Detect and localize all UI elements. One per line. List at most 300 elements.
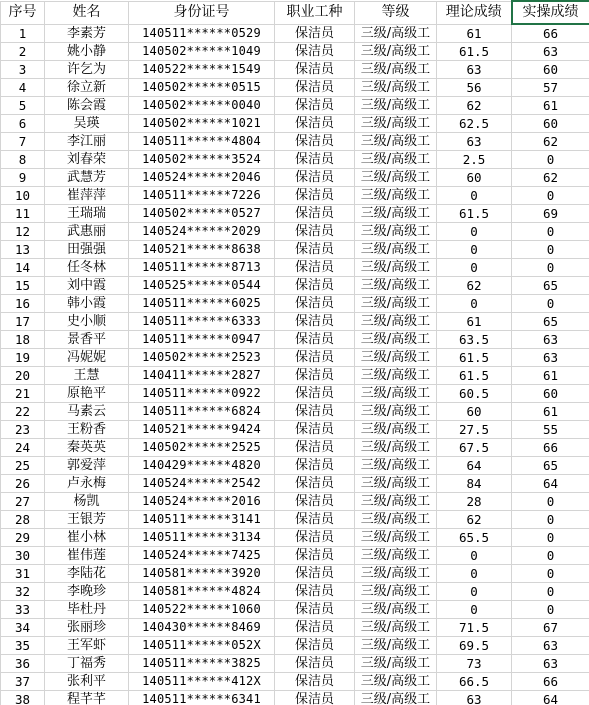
cell-practical-score[interactable]: 60 (512, 61, 589, 79)
cell-id-number[interactable]: 140502******1049 (129, 43, 275, 61)
cell-seq[interactable]: 10 (1, 187, 45, 205)
table-row (1, 115, 589, 133)
cell-theory-score[interactable]: 62.5 (437, 115, 512, 133)
cell-level[interactable]: 三级/高级工 (355, 295, 437, 313)
cell-occupation[interactable]: 保洁员 (275, 115, 355, 133)
table-row (1, 547, 589, 565)
table-row (1, 601, 589, 619)
cell-name[interactable]: 王慧 (45, 367, 129, 385)
cell-seq[interactable]: 36 (1, 655, 45, 673)
cell-seq[interactable]: 8 (1, 151, 45, 169)
cell-seq[interactable]: 13 (1, 241, 45, 259)
cell-practical-score[interactable]: 62 (512, 133, 589, 151)
cell-id-number[interactable]: 140524******2046 (129, 169, 275, 187)
cell-id-number[interactable]: 140502******0040 (129, 97, 275, 115)
cell-practical-score[interactable]: 65 (512, 313, 589, 331)
cell-occupation[interactable]: 保洁员 (275, 277, 355, 295)
cell-level[interactable]: 三级/高级工 (355, 547, 437, 565)
cell-practical-score[interactable]: 65 (512, 457, 589, 475)
cell-practical-score[interactable]: 0 (512, 493, 589, 511)
table-row (1, 205, 589, 223)
cell-seq[interactable]: 30 (1, 547, 45, 565)
table-row (1, 331, 589, 349)
cell-name[interactable]: 李素芳 (45, 24, 129, 43)
cell-level[interactable]: 三级/高级工 (355, 24, 437, 43)
cell-theory-score[interactable]: 61.5 (437, 367, 512, 385)
cell-name[interactable]: 刘春荣 (45, 151, 129, 169)
cell-id-number[interactable]: 140502******3524 (129, 151, 275, 169)
cell-theory-score[interactable]: 84 (437, 475, 512, 493)
cell-practical-score[interactable]: 64 (512, 475, 589, 493)
cell-theory-score[interactable]: 27.5 (437, 421, 512, 439)
cell-seq[interactable]: 38 (1, 691, 45, 705)
cell-practical-score[interactable]: 63 (512, 349, 589, 367)
cell-theory-score[interactable]: 0 (437, 565, 512, 583)
cell-occupation[interactable]: 保洁员 (275, 259, 355, 277)
cell-practical-score[interactable]: 60 (512, 385, 589, 403)
cell-id-number[interactable]: 140511******412X (129, 673, 275, 691)
cell-level[interactable]: 三级/高级工 (355, 673, 437, 691)
cell-seq[interactable]: 22 (1, 403, 45, 421)
cell-theory-score[interactable]: 61.5 (437, 349, 512, 367)
cell-theory-score[interactable]: 64 (437, 457, 512, 475)
cell-occupation[interactable]: 保洁员 (275, 475, 355, 493)
cell-occupation[interactable]: 保洁员 (275, 205, 355, 223)
cell-level[interactable]: 三级/高级工 (355, 151, 437, 169)
table-row (1, 655, 589, 673)
cell-theory-score[interactable]: 63 (437, 691, 512, 705)
cell-practical-score[interactable]: 63 (512, 331, 589, 349)
cell-name[interactable]: 郭爱萍 (45, 457, 129, 475)
header-seq[interactable]: 序号 (1, 1, 45, 24)
cell-seq[interactable]: 17 (1, 313, 45, 331)
cell-practical-score[interactable]: 66 (512, 439, 589, 457)
cell-level[interactable]: 三级/高级工 (355, 169, 437, 187)
cell-id-number[interactable]: 140511******052X (129, 637, 275, 655)
cell-name[interactable]: 李晚珍 (45, 583, 129, 601)
cell-practical-score[interactable]: 64 (512, 691, 589, 705)
cell-id-number[interactable]: 140511******0947 (129, 331, 275, 349)
cell-occupation[interactable]: 保洁员 (275, 61, 355, 79)
cell-id-number[interactable]: 140521******9424 (129, 421, 275, 439)
cell-id-number[interactable]: 140511******0922 (129, 385, 275, 403)
cell-level[interactable]: 三级/高级工 (355, 205, 437, 223)
cell-seq[interactable]: 14 (1, 259, 45, 277)
cell-seq[interactable]: 9 (1, 169, 45, 187)
cell-name[interactable]: 原艳平 (45, 385, 129, 403)
table-row (1, 223, 589, 241)
cell-seq[interactable]: 20 (1, 367, 45, 385)
cell-level[interactable]: 三级/高级工 (355, 61, 437, 79)
cell-name[interactable]: 武慧芳 (45, 169, 129, 187)
cell-seq[interactable]: 33 (1, 601, 45, 619)
cell-level[interactable]: 三级/高级工 (355, 691, 437, 705)
cell-seq[interactable]: 19 (1, 349, 45, 367)
cell-occupation[interactable]: 保洁员 (275, 97, 355, 115)
cell-theory-score[interactable]: 62 (437, 277, 512, 295)
cell-level[interactable]: 三级/高级工 (355, 331, 437, 349)
cell-seq[interactable]: 7 (1, 133, 45, 151)
cell-seq[interactable]: 27 (1, 493, 45, 511)
cell-practical-score[interactable]: 0 (512, 601, 589, 619)
cell-occupation[interactable]: 保洁员 (275, 313, 355, 331)
cell-theory-score[interactable]: 2.5 (437, 151, 512, 169)
cell-level[interactable]: 三级/高级工 (355, 115, 437, 133)
cell-theory-score[interactable]: 0 (437, 583, 512, 601)
table-row (1, 403, 589, 421)
cell-name[interactable]: 刘中霞 (45, 277, 129, 295)
cell-practical-score[interactable]: 0 (512, 529, 589, 547)
table-row (1, 385, 589, 403)
header-practical-score[interactable]: 实操成绩 (512, 1, 589, 24)
cell-id-number[interactable]: 140511******6333 (129, 313, 275, 331)
cell-theory-score[interactable]: 65.5 (437, 529, 512, 547)
cell-level[interactable]: 三级/高级工 (355, 133, 437, 151)
cell-id-number[interactable]: 140511******6025 (129, 295, 275, 313)
cell-occupation[interactable]: 保洁员 (275, 151, 355, 169)
cell-id-number[interactable]: 140522******1549 (129, 61, 275, 79)
cell-level[interactable]: 三级/高级工 (355, 187, 437, 205)
cell-id-number[interactable]: 140522******1060 (129, 601, 275, 619)
cell-occupation[interactable]: 保洁员 (275, 349, 355, 367)
cell-name[interactable]: 史小顺 (45, 313, 129, 331)
cell-name[interactable]: 任冬林 (45, 259, 129, 277)
cell-practical-score[interactable]: 61 (512, 367, 589, 385)
cell-practical-score[interactable]: 66 (512, 24, 589, 43)
cell-name[interactable]: 张丽珍 (45, 619, 129, 637)
cell-level[interactable]: 三级/高级工 (355, 385, 437, 403)
header-level[interactable]: 等级 (355, 1, 437, 24)
cell-practical-score[interactable]: 0 (512, 583, 589, 601)
cell-name[interactable]: 姚小静 (45, 43, 129, 61)
cell-name[interactable]: 杨凯 (45, 493, 129, 511)
cell-level[interactable]: 三级/高级工 (355, 43, 437, 61)
table-row (1, 367, 589, 385)
table-row (1, 457, 589, 475)
table-row (1, 673, 589, 691)
cell-id-number[interactable]: 140511******4804 (129, 133, 275, 151)
cell-occupation[interactable]: 保洁员 (275, 385, 355, 403)
cell-name[interactable]: 秦英英 (45, 439, 129, 457)
cell-level[interactable]: 三级/高级工 (355, 277, 437, 295)
cell-seq[interactable]: 3 (1, 61, 45, 79)
table-row (1, 349, 589, 367)
cell-level[interactable]: 三级/高级工 (355, 223, 437, 241)
cell-name[interactable]: 马素云 (45, 403, 129, 421)
cell-id-number[interactable]: 140502******2525 (129, 439, 275, 457)
cell-theory-score[interactable]: 28 (437, 493, 512, 511)
cell-id-number[interactable]: 140524******7425 (129, 547, 275, 565)
cell-level[interactable]: 三级/高级工 (355, 259, 437, 277)
cell-seq[interactable]: 29 (1, 529, 45, 547)
cell-name[interactable]: 王瑞瑞 (45, 205, 129, 223)
cell-practical-score[interactable]: 0 (512, 241, 589, 259)
cell-seq[interactable]: 18 (1, 331, 45, 349)
cell-practical-score[interactable]: 69 (512, 205, 589, 223)
cell-name[interactable]: 王军虾 (45, 637, 129, 655)
cell-practical-score[interactable]: 55 (512, 421, 589, 439)
cell-level[interactable]: 三级/高级工 (355, 457, 437, 475)
cell-name[interactable]: 崔小林 (45, 529, 129, 547)
cell-level[interactable]: 三级/高级工 (355, 529, 437, 547)
cell-theory-score[interactable]: 0 (437, 259, 512, 277)
cell-theory-score[interactable]: 73 (437, 655, 512, 673)
cell-occupation[interactable]: 保洁员 (275, 439, 355, 457)
cell-theory-score[interactable]: 0 (437, 547, 512, 565)
cell-occupation[interactable]: 保洁员 (275, 493, 355, 511)
cell-practical-score[interactable]: 57 (512, 79, 589, 97)
cell-id-number[interactable]: 140502******2523 (129, 349, 275, 367)
header-name[interactable]: 姓名 (45, 1, 129, 24)
cell-seq[interactable]: 28 (1, 511, 45, 529)
cell-seq[interactable]: 4 (1, 79, 45, 97)
cell-occupation[interactable]: 保洁员 (275, 331, 355, 349)
cell-level[interactable]: 三级/高级工 (355, 475, 437, 493)
cell-name[interactable]: 李江丽 (45, 133, 129, 151)
cell-practical-score[interactable]: 0 (512, 259, 589, 277)
cell-level[interactable]: 三级/高级工 (355, 79, 437, 97)
cell-seq[interactable]: 23 (1, 421, 45, 439)
table-row (1, 565, 589, 583)
cell-level[interactable]: 三级/高级工 (355, 313, 437, 331)
cell-occupation[interactable]: 保洁员 (275, 43, 355, 61)
cell-seq[interactable]: 34 (1, 619, 45, 637)
cell-level[interactable]: 三级/高级工 (355, 601, 437, 619)
cell-practical-score[interactable]: 61 (512, 97, 589, 115)
cell-name[interactable]: 毕杜丹 (45, 601, 129, 619)
cell-occupation[interactable]: 保洁员 (275, 169, 355, 187)
cell-practical-score[interactable]: 62 (512, 169, 589, 187)
cell-id-number[interactable]: 140511******8713 (129, 259, 275, 277)
cell-theory-score[interactable]: 66.5 (437, 673, 512, 691)
cell-level[interactable]: 三级/高级工 (355, 349, 437, 367)
cell-id-number[interactable]: 140524******2016 (129, 493, 275, 511)
cell-id-number[interactable]: 140581******3920 (129, 565, 275, 583)
cell-seq[interactable]: 16 (1, 295, 45, 313)
cell-seq[interactable]: 11 (1, 205, 45, 223)
table-row (1, 97, 589, 115)
cell-practical-score[interactable]: 63 (512, 655, 589, 673)
cell-seq[interactable]: 21 (1, 385, 45, 403)
cell-level[interactable]: 三级/高级工 (355, 493, 437, 511)
cell-theory-score[interactable]: 67.5 (437, 439, 512, 457)
cell-practical-score[interactable]: 0 (512, 151, 589, 169)
cell-practical-score[interactable]: 0 (512, 223, 589, 241)
cell-occupation[interactable]: 保洁员 (275, 241, 355, 259)
cell-name[interactable]: 冯妮妮 (45, 349, 129, 367)
cell-id-number[interactable]: 140511******0529 (129, 24, 275, 43)
cell-occupation[interactable]: 保洁员 (275, 403, 355, 421)
table-row (1, 133, 589, 151)
cell-seq[interactable]: 5 (1, 97, 45, 115)
cell-id-number[interactable]: 140521******8638 (129, 241, 275, 259)
cell-practical-score[interactable]: 0 (512, 511, 589, 529)
table-body (1, 24, 589, 705)
table-row (1, 529, 589, 547)
cell-practical-score[interactable]: 67 (512, 619, 589, 637)
cell-id-number[interactable]: 140511******6824 (129, 403, 275, 421)
cell-theory-score[interactable]: 71.5 (437, 619, 512, 637)
cell-theory-score[interactable]: 0 (437, 241, 512, 259)
cell-theory-score[interactable]: 69.5 (437, 637, 512, 655)
cell-occupation[interactable]: 保洁员 (275, 133, 355, 151)
cell-level[interactable]: 三级/高级工 (355, 421, 437, 439)
cell-id-number[interactable]: 140502******0527 (129, 205, 275, 223)
cell-occupation[interactable]: 保洁员 (275, 547, 355, 565)
cell-practical-score[interactable]: 60 (512, 115, 589, 133)
cell-theory-score[interactable]: 60 (437, 403, 512, 421)
cell-practical-score[interactable]: 65 (512, 277, 589, 295)
cell-id-number[interactable]: 140511******6341 (129, 691, 275, 705)
cell-practical-score[interactable]: 0 (512, 187, 589, 205)
cell-occupation[interactable]: 保洁员 (275, 673, 355, 691)
cell-name[interactable]: 崔萍萍 (45, 187, 129, 205)
cell-seq[interactable]: 25 (1, 457, 45, 475)
cell-name[interactable]: 王粉香 (45, 421, 129, 439)
cell-level[interactable]: 三级/高级工 (355, 511, 437, 529)
cell-theory-score[interactable]: 0 (437, 187, 512, 205)
table-row (1, 421, 589, 439)
cell-id-number[interactable]: 140502******1021 (129, 115, 275, 133)
header-theory-score[interactable]: 理论成绩 (437, 1, 512, 24)
cell-theory-score[interactable]: 62 (437, 97, 512, 115)
cell-occupation[interactable]: 保洁员 (275, 601, 355, 619)
cell-seq[interactable]: 15 (1, 277, 45, 295)
cell-occupation[interactable]: 保洁员 (275, 637, 355, 655)
cell-id-number[interactable]: 140581******4824 (129, 583, 275, 601)
cell-theory-score[interactable]: 61 (437, 24, 512, 43)
cell-theory-score[interactable]: 61.5 (437, 43, 512, 61)
cell-occupation[interactable]: 保洁员 (275, 691, 355, 705)
cell-id-number[interactable]: 140430******8469 (129, 619, 275, 637)
cell-name[interactable]: 许乞为 (45, 61, 129, 79)
cell-theory-score[interactable]: 63 (437, 61, 512, 79)
cell-name[interactable]: 崔伟莲 (45, 547, 129, 565)
cell-practical-score[interactable]: 0 (512, 565, 589, 583)
cell-level[interactable]: 三级/高级工 (355, 619, 437, 637)
cell-occupation[interactable]: 保洁员 (275, 583, 355, 601)
cell-theory-score[interactable]: 60.5 (437, 385, 512, 403)
cell-occupation[interactable]: 保洁员 (275, 24, 355, 43)
cell-practical-score[interactable]: 0 (512, 295, 589, 313)
cell-seq[interactable]: 12 (1, 223, 45, 241)
cell-seq[interactable]: 6 (1, 115, 45, 133)
cell-practical-score[interactable]: 61 (512, 403, 589, 421)
cell-name[interactable]: 武惠丽 (45, 223, 129, 241)
cell-occupation[interactable]: 保洁员 (275, 367, 355, 385)
cell-level[interactable]: 三级/高级工 (355, 655, 437, 673)
cell-occupation[interactable]: 保洁员 (275, 619, 355, 637)
cell-name[interactable]: 张利平 (45, 673, 129, 691)
cell-name[interactable]: 王银芳 (45, 511, 129, 529)
cell-theory-score[interactable]: 56 (437, 79, 512, 97)
table-row (1, 187, 589, 205)
cell-id-number[interactable]: 140411******2827 (129, 367, 275, 385)
cell-theory-score[interactable]: 0 (437, 295, 512, 313)
table-row (1, 295, 589, 313)
cell-occupation[interactable]: 保洁员 (275, 295, 355, 313)
cell-name[interactable]: 田强强 (45, 241, 129, 259)
cell-practical-score[interactable]: 0 (512, 547, 589, 565)
cell-occupation[interactable]: 保洁员 (275, 223, 355, 241)
cell-name[interactable]: 景香平 (45, 331, 129, 349)
cell-theory-score[interactable]: 61.5 (437, 205, 512, 223)
cell-id-number[interactable]: 140525******0544 (129, 277, 275, 295)
cell-occupation[interactable]: 保洁员 (275, 511, 355, 529)
table-row (1, 79, 589, 97)
cell-seq[interactable]: 26 (1, 475, 45, 493)
cell-theory-score[interactable]: 62 (437, 511, 512, 529)
cell-id-number[interactable]: 140524******2029 (129, 223, 275, 241)
cell-occupation[interactable]: 保洁员 (275, 421, 355, 439)
cell-theory-score[interactable]: 0 (437, 223, 512, 241)
cell-name[interactable]: 李陆花 (45, 565, 129, 583)
cell-level[interactable]: 三级/高级工 (355, 403, 437, 421)
cell-id-number[interactable]: 140511******3825 (129, 655, 275, 673)
cell-seq[interactable]: 37 (1, 673, 45, 691)
cell-occupation[interactable]: 保洁员 (275, 79, 355, 97)
header-row (1, 1, 589, 24)
cell-theory-score[interactable]: 61 (437, 313, 512, 331)
cell-practical-score[interactable]: 63 (512, 637, 589, 655)
table-row (1, 619, 589, 637)
cell-name[interactable]: 卢永梅 (45, 475, 129, 493)
cell-seq[interactable]: 24 (1, 439, 45, 457)
cell-seq[interactable]: 31 (1, 565, 45, 583)
cell-level[interactable]: 三级/高级工 (355, 565, 437, 583)
cell-id-number[interactable]: 140511******3141 (129, 511, 275, 529)
cell-id-number[interactable]: 140511******7226 (129, 187, 275, 205)
table-row (1, 583, 589, 601)
cell-practical-score[interactable]: 63 (512, 43, 589, 61)
cell-level[interactable]: 三级/高级工 (355, 637, 437, 655)
table-row (1, 241, 589, 259)
cell-id-number[interactable]: 140511******3134 (129, 529, 275, 547)
cell-level[interactable]: 三级/高级工 (355, 583, 437, 601)
cell-level[interactable]: 三级/高级工 (355, 97, 437, 115)
cell-seq[interactable]: 2 (1, 43, 45, 61)
cell-level[interactable]: 三级/高级工 (355, 367, 437, 385)
cell-theory-score[interactable]: 63 (437, 133, 512, 151)
cell-name[interactable]: 程芊芊 (45, 691, 129, 705)
cell-theory-score[interactable]: 0 (437, 601, 512, 619)
cell-name[interactable]: 吴瑛 (45, 115, 129, 133)
cell-occupation[interactable]: 保洁员 (275, 187, 355, 205)
cell-occupation[interactable]: 保洁员 (275, 529, 355, 547)
cell-name[interactable]: 陈会霞 (45, 97, 129, 115)
cell-name[interactable]: 徐立新 (45, 79, 129, 97)
cell-occupation[interactable]: 保洁员 (275, 457, 355, 475)
cell-practical-score[interactable]: 66 (512, 673, 589, 691)
cell-id-number[interactable]: 140502******0515 (129, 79, 275, 97)
cell-occupation[interactable]: 保洁员 (275, 655, 355, 673)
cell-level[interactable]: 三级/高级工 (355, 241, 437, 259)
cell-seq[interactable]: 32 (1, 583, 45, 601)
cell-id-number[interactable]: 140524******2542 (129, 475, 275, 493)
cell-seq[interactable]: 1 (1, 24, 45, 43)
cell-name[interactable]: 韩小霞 (45, 295, 129, 313)
cell-id-number[interactable]: 140429******4820 (129, 457, 275, 475)
table-row (1, 493, 589, 511)
header-id-number[interactable]: 身份证号 (129, 1, 275, 24)
cell-seq[interactable]: 35 (1, 637, 45, 655)
header-occupation[interactable]: 职业工种 (275, 1, 355, 24)
cell-occupation[interactable]: 保洁员 (275, 565, 355, 583)
cell-theory-score[interactable]: 63.5 (437, 331, 512, 349)
cell-level[interactable]: 三级/高级工 (355, 439, 437, 457)
cell-theory-score[interactable]: 60 (437, 169, 512, 187)
cell-name[interactable]: 丁福秀 (45, 655, 129, 673)
